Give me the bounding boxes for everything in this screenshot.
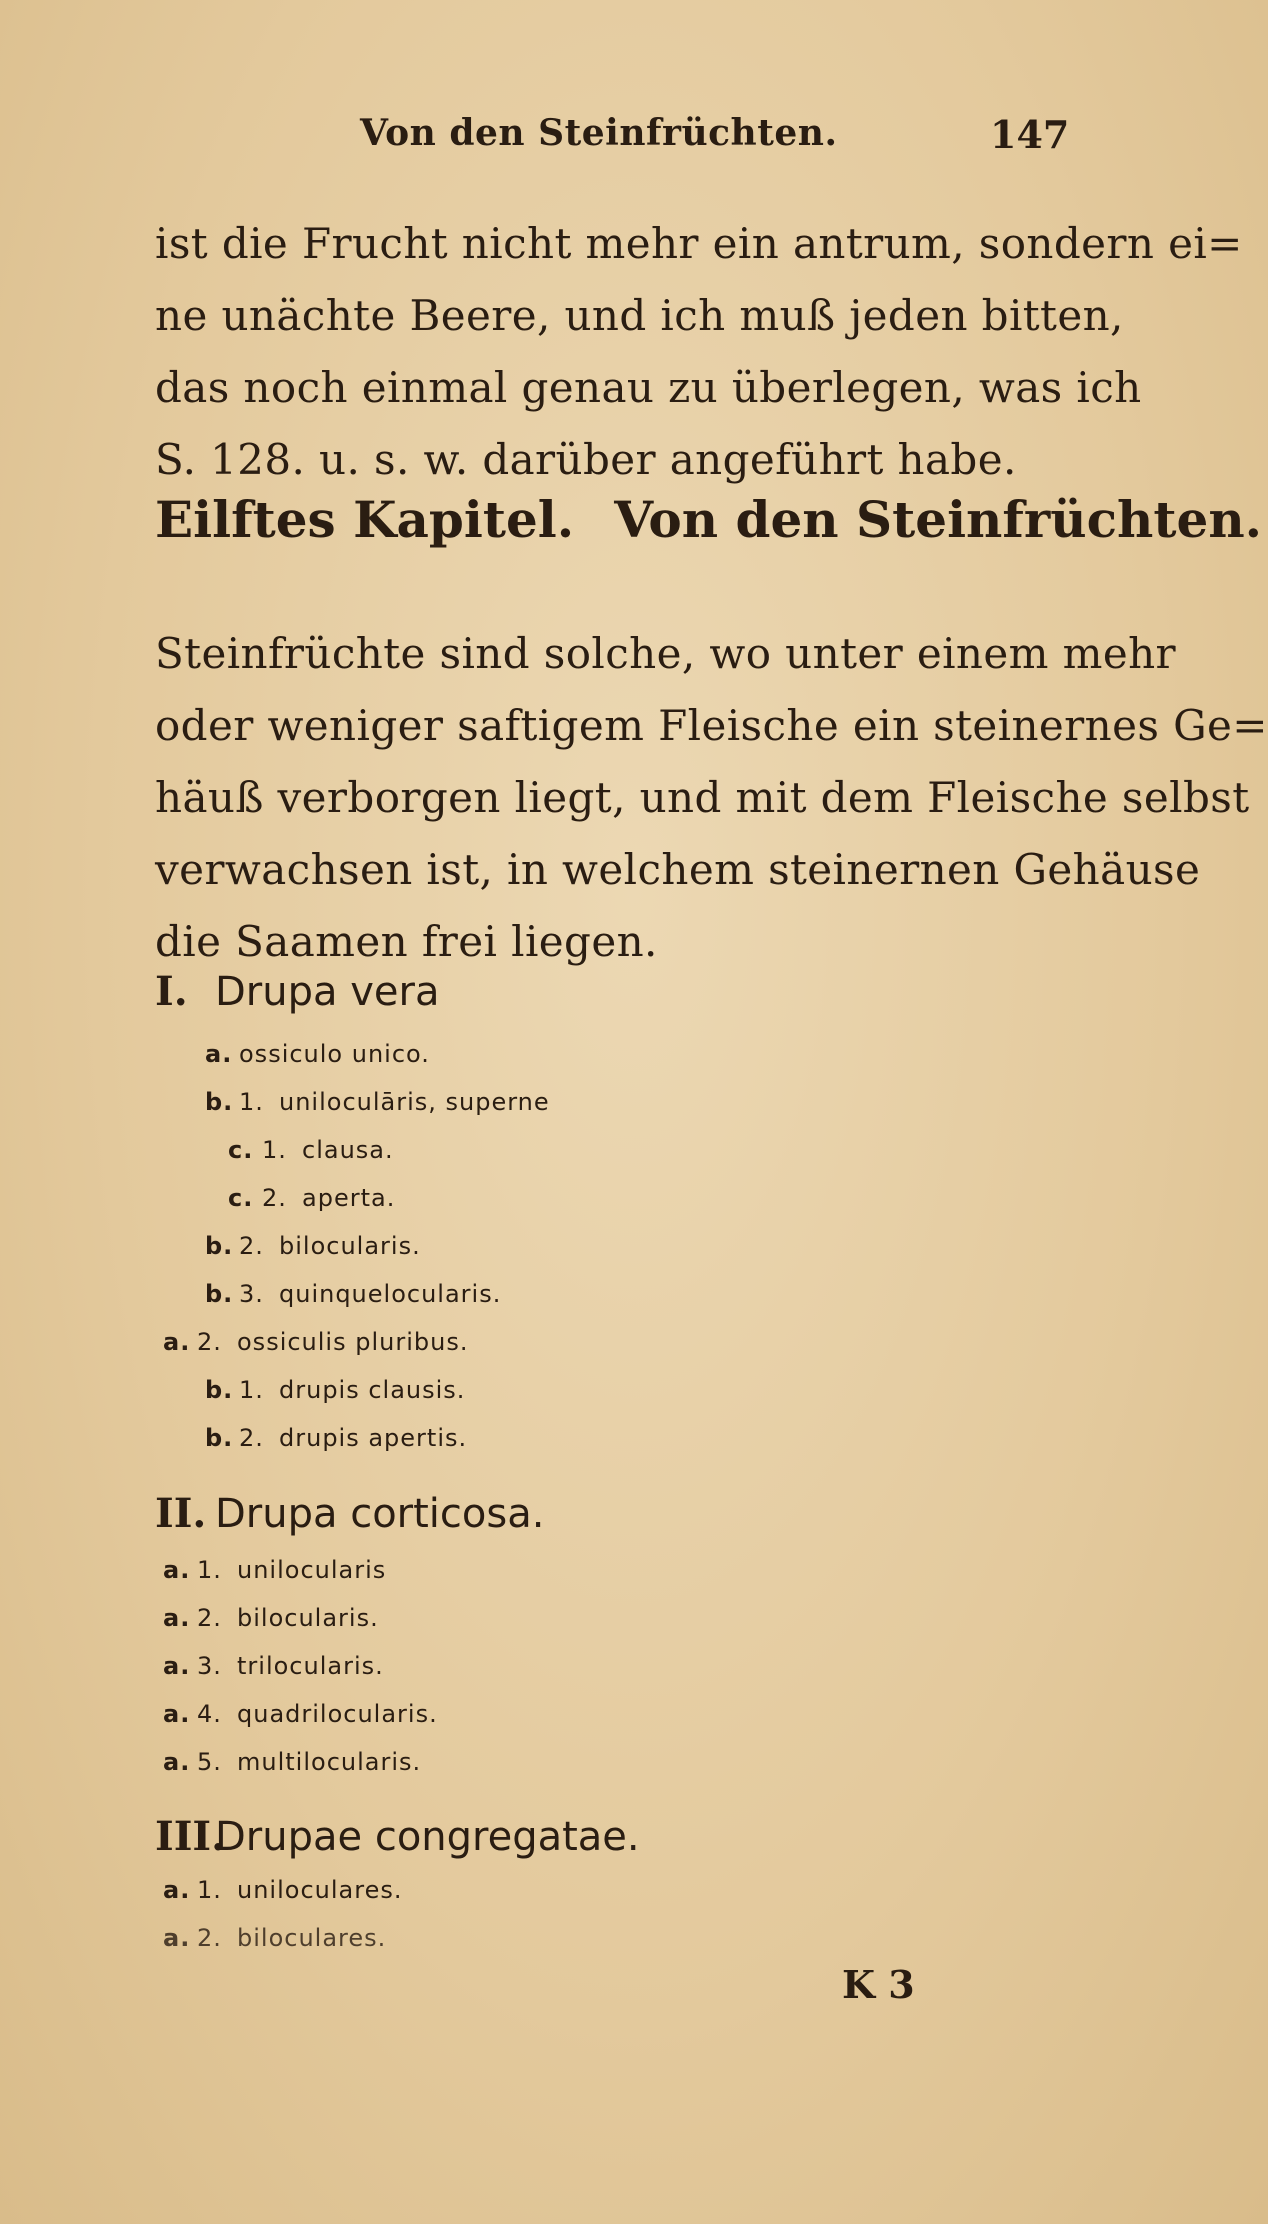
entry-number: 2. xyxy=(197,1604,222,1632)
entry-text: ossiculis pluribus. xyxy=(237,1328,469,1356)
section-title-2 xyxy=(155,1490,544,1537)
entry-marker: b. xyxy=(205,1280,234,1308)
entry-text: aperta. xyxy=(302,1184,396,1212)
entry-number: 2. xyxy=(262,1184,287,1212)
section-numeral: I. xyxy=(155,968,188,1015)
entry-marker: a. xyxy=(163,1556,191,1584)
section-title-1 xyxy=(155,968,439,1015)
entry-text: unilocularis xyxy=(237,1556,387,1584)
entry-number: 2. xyxy=(197,1924,222,1952)
list-entry xyxy=(228,1184,395,1212)
entry-marker: c. xyxy=(228,1136,254,1164)
entry-marker: a. xyxy=(163,1700,191,1728)
entry-text: multilocularis. xyxy=(237,1748,422,1776)
list-entry xyxy=(163,1556,386,1584)
text-line: ist die Frucht nicht mehr ein antrum, sondern ei= xyxy=(155,219,1243,268)
entry-number: 3. xyxy=(239,1280,264,1308)
text-line: die Saamen frei liegen. xyxy=(155,917,658,966)
list-entry xyxy=(163,1748,421,1776)
text-line: oder weniger saftigem Fleische ein steinernes Ge= xyxy=(155,701,1268,750)
list-entry xyxy=(163,1604,379,1632)
signature-mark: K 3 xyxy=(842,1962,915,2007)
entry-text: quadrilocularis. xyxy=(237,1700,438,1728)
entry-marker: b. xyxy=(205,1232,234,1260)
entry-number: 4. xyxy=(197,1700,222,1728)
entry-text: bilocularis. xyxy=(237,1604,379,1632)
section-title-text: Drupa vera xyxy=(215,969,440,1015)
list-entry xyxy=(163,1876,402,1904)
entry-marker: c. xyxy=(228,1184,254,1212)
running-head: Von den Steinfrüchten. xyxy=(360,112,838,154)
entry-number: 2. xyxy=(239,1424,264,1452)
list-entry xyxy=(205,1232,421,1260)
entry-number: 1. xyxy=(262,1136,287,1164)
chapter-title: Von den Steinfrüchten. xyxy=(614,490,1263,549)
entry-number: 3. xyxy=(197,1652,222,1680)
text-line: Steinfrüchte sind solche, wo unter einem mehr xyxy=(155,629,1177,678)
entry-marker: a. xyxy=(163,1876,191,1904)
paragraph-1 xyxy=(155,208,1243,496)
entry-marker: b. xyxy=(205,1088,234,1116)
text-line: das noch einmal genau zu überlegen, was ich xyxy=(155,363,1142,412)
entry-number: 1. xyxy=(239,1376,264,1404)
entry-marker: b. xyxy=(205,1424,234,1452)
entry-number: 1. xyxy=(239,1088,264,1116)
list-entry xyxy=(205,1376,465,1404)
list-entry xyxy=(163,1652,384,1680)
entry-number: 1. xyxy=(197,1556,222,1584)
list-entry xyxy=(205,1424,467,1452)
section-numeral: II. xyxy=(155,1490,207,1537)
entry-text: uniloculares. xyxy=(237,1876,403,1904)
text-line: S. 128. u. s. w. darüber angeführt habe. xyxy=(155,435,1017,484)
chapter-label: Eilftes Kapitel. xyxy=(155,490,575,549)
list-entry xyxy=(163,1328,468,1356)
entry-marker: a. xyxy=(163,1748,191,1776)
list-entry xyxy=(205,1280,501,1308)
text-line: häuß verborgen liegt, und mit dem Fleische selbst xyxy=(155,773,1250,822)
entry-marker: b. xyxy=(205,1376,234,1404)
entry-text: drupis apertis. xyxy=(279,1424,468,1452)
section-title-text: Drupae congregatae. xyxy=(215,1814,640,1860)
entry-text: biloculares. xyxy=(237,1924,387,1952)
section-numeral: III. xyxy=(155,1813,226,1860)
paragraph-2 xyxy=(155,618,1268,978)
list-entry xyxy=(163,1924,386,1952)
entry-text: uniloculāris, superne xyxy=(279,1088,550,1116)
section-title-3 xyxy=(155,1813,640,1860)
entry-number: 5. xyxy=(197,1748,222,1776)
entry-number: 2. xyxy=(197,1328,222,1356)
entry-text: ossiculo unico. xyxy=(239,1040,430,1068)
entry-marker: a. xyxy=(163,1328,191,1356)
entry-text: clausa. xyxy=(302,1136,394,1164)
page-number: 147 xyxy=(990,112,1070,157)
entry-text: trilocularis. xyxy=(237,1652,384,1680)
entry-marker: a. xyxy=(163,1924,191,1952)
chapter-heading xyxy=(155,490,1262,549)
text-line: ne unächte Beere, und ich muß jeden bitten, xyxy=(155,291,1124,340)
section-title-text: Drupa corticosa. xyxy=(215,1491,545,1537)
entry-text: drupis clausis. xyxy=(279,1376,466,1404)
entry-marker: a. xyxy=(163,1652,191,1680)
list-entry xyxy=(163,1700,438,1728)
entry-marker: a. xyxy=(205,1040,233,1068)
list-entry xyxy=(205,1088,550,1116)
entry-marker: a. xyxy=(163,1604,191,1632)
text-line: verwachsen ist, in welchem steinernen Gehäuse xyxy=(155,845,1201,894)
entry-number: 2. xyxy=(239,1232,264,1260)
entry-text: quinquelocularis. xyxy=(279,1280,502,1308)
entry-number: 1. xyxy=(197,1876,222,1904)
entry-text: bilocularis. xyxy=(279,1232,421,1260)
list-entry xyxy=(228,1136,394,1164)
list-entry xyxy=(205,1040,430,1068)
